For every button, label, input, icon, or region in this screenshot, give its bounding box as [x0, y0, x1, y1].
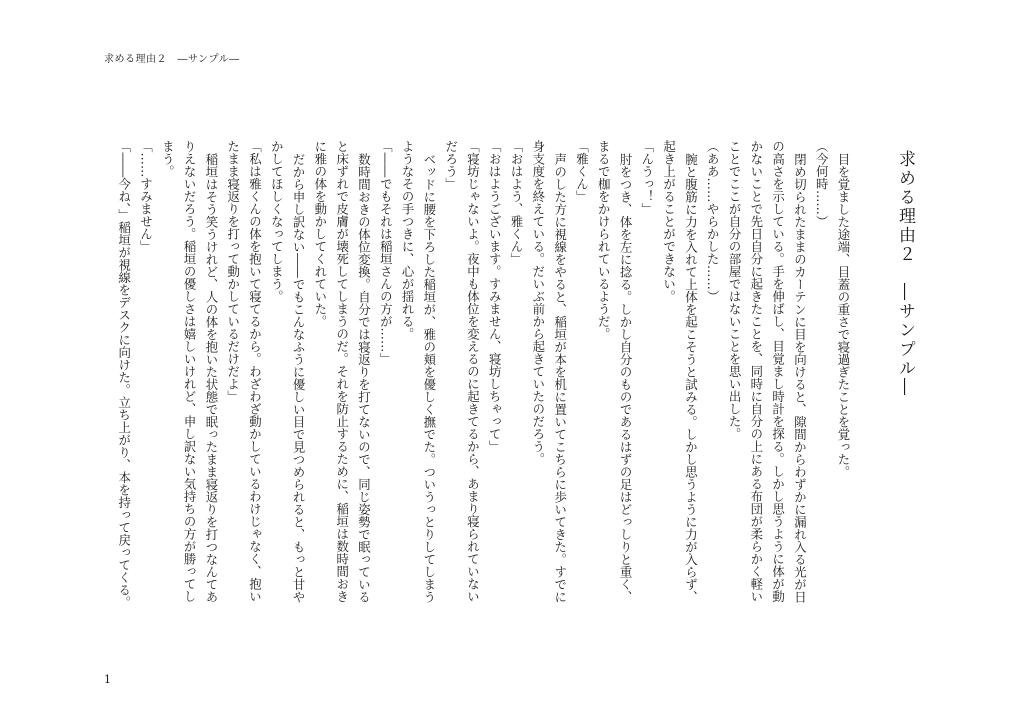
text-line: まう。 — [160, 140, 176, 178]
text-line: 「雅くん」 — [574, 140, 590, 203]
text-line: たまま寝返りを打って動かしているだけだよ」 — [225, 140, 241, 403]
text-line: かないことで先日自分に起きたことを、同時に自分の上にある布団が柔らかく軽い — [748, 140, 764, 603]
text-line: ベッドに腰を下ろした稲垣が、雅の頬を優しく撫でた。ついうっとりしてしまう — [421, 152, 437, 603]
text-line: （今何時……） — [814, 140, 830, 228]
text-line: 「――今ね、」稲垣が視線をデスクに向けた。立ち上がり、本を持って戻ってくる。 — [116, 140, 132, 609]
page-number: 1 — [104, 673, 111, 686]
running-header-title: 求める理由２ ―サンプル― — [104, 54, 240, 65]
text-line: だろう」 — [443, 140, 459, 190]
text-line: と床ずれで皮膚が壊死してしまうのだ。それを防止するために、稲垣は数時間おき — [334, 140, 350, 603]
text-line: 閉め切られたままのカーテンに目を向けると、隙間からわずかに漏れ入る光が日 — [792, 152, 808, 603]
text-line: だから申し訳ない――でもこんなふうに優しい目で見つめられると、もっと甘や — [291, 152, 307, 603]
text-line: 稲垣はそう笑うけれど、人の体を抱いた状態で眠ったまま寝返りを打つなんてあ — [203, 152, 219, 603]
text-line: 「んうっ！」 — [639, 140, 655, 215]
text-line: 「おはよう、雅くん」 — [509, 140, 525, 265]
text-line: 「寝坊じゃないよ。夜中も体位を変えるのに起きてるから、あまり寝られていない — [465, 140, 481, 603]
text-line: （ああ……やらかした……） — [705, 140, 721, 303]
text-line: の高さを示している。手を伸ばし、目覚まし時計を探る。しかし思うように体が動 — [770, 140, 786, 603]
text-line: 身支度を終えている。だいぶ前から起きていたのだろう。 — [530, 140, 546, 465]
text-line: 「おはようございます。すみません、寝坊しちゃって」 — [487, 140, 503, 453]
text-line: 目を覚ました途端、目蓋の重さで寝過ぎたことを覚った。 — [836, 152, 851, 478]
text-line: 起き上がることができない。 — [661, 140, 677, 303]
text-line: りえないだろう。稲垣の優しさは嬉しいけれど、申し訳ない気持ちの方が勝ってし — [182, 140, 198, 603]
vertical-body-text — [113, 140, 854, 610]
text-line: かしてほしくなってしまう。 — [269, 140, 285, 303]
text-line: 「……すみません」 — [138, 140, 154, 253]
chapter-title: 求める理由２ ―サンプル― — [895, 150, 915, 397]
text-line: ようなその手つきに、心が揺れる。 — [400, 140, 416, 340]
text-line: 「――でもそれは稲垣さんの方が……」 — [378, 140, 394, 365]
text-line: に雅の体を動かしてくれていた。 — [312, 140, 328, 328]
text-line: まるで枷をかけられているようだ。 — [596, 140, 612, 340]
text-line: 腕と腹筋に力を入れて上体を起こそうと試みる。しかし思うように力が入らず、 — [683, 152, 699, 603]
text-line: 声のした方に視線をやると、稲垣が本を机に置いてこちらに歩いてきた。すでに — [552, 152, 568, 603]
text-line: 「私は雅くんの体を抱いて寝てるから。わざわざ動かしているわけじゃなく、抱い — [247, 140, 263, 603]
text-line: 数時間おきの体位変換。自分では寝返りを打てないので、同じ姿勢で眠っている — [356, 152, 372, 603]
text-line: 肘をつき、体を左に捻る。しかし自分のものであるはずの足はどっしりと重く、 — [618, 152, 634, 603]
text-line: ことでここが自分の部屋ではないことを思い出した。 — [727, 140, 743, 440]
